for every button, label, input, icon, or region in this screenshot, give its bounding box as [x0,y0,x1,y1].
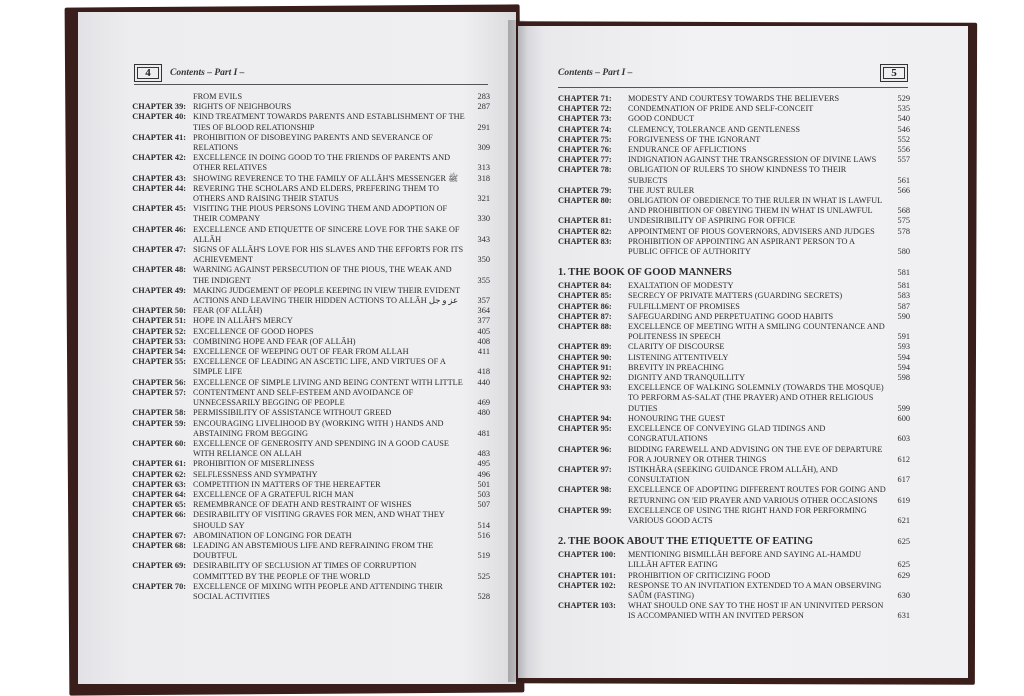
toc-entry [124,316,490,326]
chapter-title: EXCELLENCE OF WEEPING OUT OF FEAR FROM ALLAH [193,347,409,357]
chapter-label: CHAPTER 51: [132,316,186,326]
toc-entry [124,337,490,347]
chapter-label: CHAPTER 46: [132,224,186,234]
chapter-page-number: 343 [477,234,490,244]
chapter-title: EXCELLENCE OF SIMPLE LIVING AND BEING CONTENT WITH LITTLE [193,377,463,387]
section-title: 2. THE BOOK ABOUT THE ETIQUETTE OF EATING [558,536,813,548]
chapter-page-number: 283 [477,92,490,101]
toc-entry [124,419,490,439]
chapter-title: REMEMBRANCE OF DEATH AND RESTRAINT OF WISHES [193,500,412,510]
chapter-page-number: 603 [897,434,910,444]
chapter-label: CHAPTER 68: [132,540,186,550]
chapter-title: RIGHTS OF NEIGHBOURS [193,102,292,112]
chapter-page-number: 411 [477,347,490,357]
toc-entry [124,490,490,500]
toc-entry [558,601,910,621]
toc-entry [124,133,490,153]
chapter-page-number: 594 [897,352,910,362]
chapter-title: PROHIBITION OF CRITICIZING FOOD [628,570,771,580]
left-toc [124,92,490,602]
chapter-page-number: 617 [897,475,910,485]
chapter-page-number: 591 [897,332,910,342]
chapter-label: CHAPTER 84: [558,281,612,291]
chapter-page-number: 405 [477,326,490,336]
left-page-number: 4 [134,64,162,82]
chapter-title: SIGNS OF ALLĀH'S LOVE FOR HIS SLAVES AND THE EFFORTS FOR ITS ACHIEVEMENT [193,245,464,265]
chapter-page-number: 350 [477,255,490,265]
toc-entry [124,327,490,337]
chapter-label: CHAPTER 59: [132,418,186,428]
chapter-title: EXCELLENCE OF GOOD HOPES [193,326,314,336]
chapter-label: CHAPTER 54: [132,347,186,357]
chapter-label: CHAPTER 79: [558,185,612,195]
toc-entry [558,165,910,185]
chapter-page-number: 525 [477,571,490,581]
chapter-page-number: 507 [477,500,490,510]
chapter-title: EXALTATION OF MODESTY [628,281,734,291]
toc-entry [124,153,490,173]
chapter-label: CHAPTER 85: [558,291,612,301]
chapter-page-number: 599 [897,403,910,413]
chapter-title: WARNING AGAINST PERSECUTION OF THE PIOUS, THE WEAK AND THE INDIGENT [193,265,452,285]
chapter-label: CHAPTER 73: [558,114,612,124]
chapter-page-number: 408 [477,336,490,346]
chapter-page-number: 556 [897,145,910,155]
chapter-title: COMPETITION IN MATTERS OF THE HEREAFTER [193,479,381,489]
right-toc [558,94,910,622]
chapter-page-number: 480 [477,408,490,418]
chapter-label: CHAPTER 48: [132,265,186,275]
chapter-label: CHAPTER 95: [558,424,612,434]
chapter-title: EXCELLENCE OF MEETING WITH A SMILING COUNTENANCE AND POLITENESS IN SPEECH [628,322,885,342]
chapter-page-number: 313 [477,163,490,173]
left-header-title: Contents – Part I – [170,68,245,78]
chapter-page-number: 578 [897,226,910,236]
chapter-title: SELFLESSNESS AND SYMPATHY [193,469,318,479]
chapter-label: CHAPTER 50: [132,306,186,316]
chapter-page-number: 575 [897,216,910,226]
chapter-label: CHAPTER 52: [132,326,186,336]
toc-entry [558,353,910,363]
chapter-title: PERMISSIBILITY OF ASSISTANCE WITHOUT GREED [193,408,392,418]
toc-entry [558,302,910,312]
chapter-title: HOPE IN ALLĀH'S MERCY [193,316,293,326]
toc-entry [558,506,910,526]
chapter-title: DESIRABILITY OF VISITING GRAVES FOR MEN, AND WHAT THEY SHOULD SAY [193,510,445,530]
chapter-title: EXCELLENCE OF A GRATEFUL RICH MAN [193,489,354,499]
chapter-label: CHAPTER 86: [558,301,612,311]
chapter-page-number: 364 [477,306,490,316]
section-page-number: 581 [897,268,910,278]
toc-entry [124,112,490,132]
toc-entry [558,445,910,465]
chapter-label: CHAPTER 89: [558,342,612,352]
toc-entry [558,104,910,114]
chapter-page-number: 483 [477,449,490,459]
toc-section-heading [558,266,910,279]
chapter-title: MENTIONING BISMILLĀH BEFORE AND SAYING AL-HAMDU LILLĀH AFTER EATING [628,550,862,570]
chapter-title: EXCELLENCE OF USING THE RIGHT HAND FOR PERFORMING VARIOUS GOOD ACTS [628,505,867,525]
toc-section-heading [558,535,910,548]
chapter-page-number: 529 [897,94,910,103]
chapter-label: CHAPTER 55: [132,357,186,367]
right-header-title: Contents – Part I – [558,68,633,78]
chapter-page-number: 600 [897,413,910,423]
chapter-label: CHAPTER 100: [558,550,616,560]
toc-entry [124,204,490,224]
chapter-label: CHAPTER 88: [558,322,612,332]
toc-entry [124,541,490,561]
chapter-page-number: 355 [477,275,490,285]
chapter-page-number: 594 [897,362,910,372]
chapter-title: EXCELLENCE OF MIXING WITH PEOPLE AND ATTENDING THEIR SOCIAL ACTIVITIES [193,581,443,601]
toc-entry [558,414,910,424]
chapter-page-number: 535 [897,104,910,114]
chapter-label: CHAPTER 56: [132,377,186,387]
chapter-page-number: 330 [477,214,490,224]
chapter-title: LISTENING ATTENTIVELY [628,352,729,362]
toc-entry [558,114,910,124]
chapter-title: COMBINING HOPE AND FEAR (OF ALLĀH) [193,336,356,346]
chapter-title: GOOD CONDUCT [628,114,695,124]
chapter-title: ABOMINATION OF LONGING FOR DEATH [193,530,352,540]
chapter-label: CHAPTER 71: [558,94,612,103]
chapter-title: BREVITY IN PREACHING [628,362,725,372]
chapter-title: FEAR (OF ALLĀH) [193,306,263,316]
chapter-title: ENCOURAGING LIVELIHOOD BY (WORKING WITH ) HANDS AND ABSTAINING FROM BEGGING [193,418,444,438]
chapter-label: CHAPTER 83: [558,236,612,246]
chapter-label: CHAPTER 78: [558,165,612,175]
chapter-title: APPOINTMENT OF PIOUS GOVERNORS, ADVISERS AND JUDGES [628,226,875,236]
chapter-label: CHAPTER 76: [558,145,612,155]
chapter-label: CHAPTER 44: [132,183,186,193]
chapter-title: ISTIKHĀRA (SEEKING GUIDANCE FROM ALLĀH), AND CONSULTATION [628,464,838,485]
toc-entry [558,291,910,301]
chapter-page-number: 590 [897,311,910,321]
chapter-title: PROHIBITION OF MISERLINESS [193,459,315,469]
toc-entry [558,94,910,104]
chapter-title: FORGIVENESS OF THE IGNORANT [628,134,761,144]
left-header-rule [134,84,488,85]
toc-entry [558,571,910,581]
chapter-page-number: 318 [477,173,490,183]
chapter-title: KIND TREATMENT TOWARDS PARENTS AND ESTABLISHMENT OF THE TIES OF BLOOD RELATIONSHIP [193,112,465,132]
chapter-title: THE JUST RULER [628,185,695,195]
toc-entry [558,155,910,165]
chapter-label: CHAPTER 92: [558,373,612,383]
chapter-page-number: 481 [477,428,490,438]
chapter-label: CHAPTER 98: [558,485,612,495]
toc-entry [124,378,490,388]
chapter-page-number: 583 [897,291,910,301]
chapter-title: BIDDING FAREWELL AND ADVISING ON THE EVE OF DEPARTURE FOR A JOURNEY OR OTHER THINGS [628,444,883,464]
toc-entry [558,363,910,373]
chapter-label: CHAPTER 63: [132,479,186,489]
toc-entry [558,424,910,444]
chapter-page-number: 621 [897,515,910,525]
toc-entry [124,470,490,480]
chapter-page-number: 357 [477,296,490,306]
toc-entry [558,383,910,414]
chapter-label: CHAPTER 45: [132,204,186,214]
chapter-title: VISITING THE PIOUS PERSONS LOVING THEM AND ADOPTION OF THEIR COMPANY [193,204,448,224]
chapter-title: CLARITY OF DISCOURSE [628,342,725,352]
toc-entry [558,196,910,216]
toc-entry [124,531,490,541]
chapter-title: LEADING AN ABSTEMIOUS LIFE AND REFRAINING FROM THE DOUBTFUL [193,540,434,561]
chapter-label: CHAPTER 69: [132,561,186,571]
chapter-label: CHAPTER 91: [558,362,612,372]
left-page [78,12,516,684]
chapter-title: RESPONSE TO AN INVITATION EXTENDED TO A MAN OBSERVING SAÛM (FASTING) [628,580,882,600]
chapter-title: DESIRABILITY OF SECLUSION AT TIMES OF CORRUPTION COMMITTED BY THE PEOPLE OF THE WORLD [193,561,417,581]
chapter-page-number: 598 [897,373,910,383]
chapter-page-number: 528 [477,591,490,601]
chapter-label: CHAPTER 64: [132,489,186,499]
chapter-label: CHAPTER 96: [558,444,612,454]
toc-entry [124,265,490,285]
toc-entry [124,174,490,184]
toc-entry [124,92,490,102]
toc-entry [124,225,490,245]
chapter-title: PROHIBITION OF APPOINTING AN ASPIRANT PERSON TO A PUBLIC OFFICE OF AUTHORITY [628,236,855,257]
chapter-title: INDIGNATION AGAINST THE TRANSGRESSION OF DIVINE LAWS [628,155,877,165]
chapter-page-number: 291 [477,122,490,132]
chapter-label: CHAPTER 81: [558,216,612,226]
chapter-label: CHAPTER 60: [132,438,186,448]
chapter-title: FULFILLMENT OF PROMISES [628,301,740,311]
chapter-page-number: 587 [897,301,910,311]
toc-entry [558,322,910,342]
chapter-page-number: 561 [897,175,910,185]
chapter-page-number: 495 [477,459,490,469]
chapter-title: OBLIGATION OF RULERS TO SHOW KINDNESS TO THEIR SUBJECTS [628,165,847,185]
toc-entry [124,347,490,357]
chapter-label: CHAPTER 42: [132,153,186,163]
toc-entry [558,581,910,601]
section-page-number: 625 [897,537,910,547]
chapter-label: CHAPTER 97: [558,464,612,474]
toc-entry [124,306,490,316]
chapter-page-number: 568 [897,206,910,216]
toc-entry [124,500,490,510]
chapter-page-number: 629 [897,570,910,580]
chapter-page-number: 321 [477,194,490,204]
chapter-label: CHAPTER 67: [132,530,186,540]
chapter-page-number: 631 [897,611,910,621]
chapter-title: EXCELLENCE OF CONVEYING GLAD TIDINGS AND CONGRATULATIONS [628,424,826,444]
toc-entry [558,312,910,322]
chapter-page-number: 557 [897,155,910,165]
chapter-label: CHAPTER 94: [558,413,612,423]
spine-shadow [508,20,528,682]
chapter-page-number: 496 [477,469,490,479]
chapter-label: CHAPTER 72: [558,104,612,114]
chapter-label: CHAPTER 90: [558,352,612,362]
toc-entry [124,439,490,459]
toc-entry [558,237,910,257]
chapter-title: EXCELLENCE OF WALKING SOLEMNLY (TOWARDS THE MOSQUE) TO PERFORM AS-SALAT (THE PRAYER) AND OTHER RELIGIOUS DUTIES [628,383,884,413]
chapter-label: CHAPTER 103: [558,601,616,611]
chapter-title: CONDEMNATION OF PRIDE AND SELF-CONCEIT [628,104,814,114]
chapter-page-number: 566 [897,185,910,195]
chapter-page-number: 580 [897,247,910,257]
chapter-page-number: 593 [897,342,910,352]
chapter-page-number: 514 [477,520,490,530]
toc-entry [124,184,490,204]
chapter-page-number: 612 [897,454,910,464]
chapter-label: CHAPTER 87: [558,311,612,321]
chapter-title: EXCELLENCE IN DOING GOOD TO THE FRIENDS OF PARENTS AND OTHER RELATIVES [193,153,451,173]
chapter-title: HONOURING THE GUEST [628,413,726,423]
chapter-label: CHAPTER 43: [132,173,186,183]
chapter-title: EXCELLENCE OF ADOPTING DIFFERENT ROUTES FOR GOING AND RETURNING ON 'EID PRAYER AND VARIOUS OTHER OCCASIONS [628,485,886,505]
chapter-page-number: 377 [477,316,490,326]
chapter-label: CHAPTER 53: [132,336,186,346]
chapter-title: MAKING JUDGEMENT OF PEOPLE KEEPING IN VIEW THEIR EVIDENT ACTIONS AND LEAVING THEIR HIDDEN ACTIONS TO ALLĀH عز و جل [193,285,461,306]
chapter-page-number: 309 [477,143,490,153]
chapter-page-number: 625 [897,560,910,570]
chapter-label: CHAPTER 80: [558,196,612,206]
toc-entry [124,582,490,602]
chapter-page-number: 552 [897,134,910,144]
toc-entry [124,480,490,490]
chapter-title: OBLIGATION OF OBEDIENCE TO THE RULER IN WHAT IS LAWFUL AND PROHIBITION OF OBEYING THEM IN WHAT IS UNLAWFUL [628,196,882,216]
chapter-label: CHAPTER 47: [132,245,186,255]
chapter-page-number: 287 [477,102,490,112]
chapter-label: CHAPTER 49: [132,285,186,295]
toc-entry [558,485,910,505]
toc-entry [558,186,910,196]
chapter-label: CHAPTER 101: [558,570,616,580]
chapter-title: EXCELLENCE AND ETIQUETTE OF SINCERE LOVE FOR THE SAKE OF ALLĀH [193,224,460,244]
chapter-title: FROM EVILS [193,92,243,101]
chapter-page-number: 540 [897,114,910,124]
chapter-page-number: 619 [897,495,910,505]
chapter-page-number: 516 [477,530,490,540]
chapter-label: CHAPTER 93: [558,383,612,393]
chapter-label: CHAPTER 62: [132,469,186,479]
right-page-header [558,64,908,82]
toc-entry [124,286,490,306]
toc-entry [124,459,490,469]
toc-entry [558,465,910,485]
chapter-label: CHAPTER 41: [132,132,186,142]
chapter-label: CHAPTER 66: [132,510,186,520]
toc-entry [558,216,910,226]
chapter-page-number: 581 [897,281,910,291]
chapter-title: SAFEGUARDING AND PERPETUATING GOOD HABITS [628,311,834,321]
chapter-page-number: 519 [477,551,490,561]
chapter-title: EXCELLENCE OF LEADING AN ASCETIC LIFE, AND VIRTUES OF A SIMPLE LIFE [193,357,446,377]
toc-entry [558,145,910,155]
chapter-label: CHAPTER 58: [132,408,186,418]
toc-entry [124,102,490,112]
chapter-title: SECRECY OF PRIVATE MATTERS (GUARDING SECRETS) [628,291,843,301]
chapter-title: CONTENTMENT AND SELF-ESTEEM AND AVOIDANCE OF UNNECESSARILY BEGGING OF PEOPLE [193,387,414,408]
right-page [518,26,968,678]
chapter-label: CHAPTER 40: [132,112,186,122]
chapter-page-number: 501 [477,479,490,489]
chapter-title: REVERING THE SCHOLARS AND ELDERS, PREFERING THEM TO OTHERS AND RAISING THEIR STATUS [193,183,440,204]
chapter-title: MODESTY AND COURTESY TOWARDS THE BELIEVERS [628,94,840,103]
right-header-rule [558,87,908,88]
toc-entry [558,227,910,237]
toc-entry [124,357,490,377]
toc-entry [124,245,490,265]
chapter-page-number: 469 [477,398,490,408]
chapter-label: CHAPTER 77: [558,155,612,165]
chapter-label: CHAPTER 102: [558,580,616,590]
chapter-title: CLEMENCY, TOLERANCE AND GENTLENESS [628,124,800,134]
chapter-page-number: 546 [897,124,910,134]
toc-entry [558,135,910,145]
toc-entry [558,281,910,291]
chapter-title: EXCELLENCE OF GENEROSITY AND SPENDING IN A GOOD CAUSE WITH RELIANCE ON ALLAH [193,438,449,459]
toc-entry [558,373,910,383]
chapter-title: SHOWING REVERENCE TO THE FAMILY OF ALLĀH'S MESSENGER ﷺ [193,173,459,183]
chapter-label: CHAPTER 82: [558,226,612,236]
toc-entry [124,388,490,408]
chapter-label: CHAPTER 61: [132,459,186,469]
chapter-label: CHAPTER 57: [132,387,186,397]
chapter-label: CHAPTER 75: [558,134,612,144]
toc-entry [558,550,910,570]
right-page-number: 5 [880,64,908,82]
chapter-title: WHAT SHOULD ONE SAY TO THE HOST IF AN UNINVITED PERSON IS ACCOMPANIED WITH AN INVITED PERSON [628,601,884,621]
toc-entry [124,408,490,418]
chapter-title: UNDESIRIBILITY OF ASPIRING FOR OFFICE [628,216,796,226]
section-title: 1. THE BOOK OF GOOD MANNERS [558,267,732,279]
chapter-label: CHAPTER 99: [558,505,612,515]
chapter-page-number: 440 [477,377,490,387]
chapter-page-number: 418 [477,367,490,377]
left-page-header [134,64,244,82]
chapter-label: CHAPTER 39: [132,102,186,112]
toc-entry [558,342,910,352]
toc-entry [558,125,910,135]
toc-entry [124,510,490,530]
chapter-title: PROHIBITION OF DISOBEYING PARENTS AND SEVERANCE OF RELATIONS [193,132,433,153]
chapter-label: CHAPTER 70: [132,581,186,591]
toc-entry [124,561,490,581]
chapter-title: DIGNITY AND TRANQUILLITY [628,373,746,383]
chapter-page-number: 630 [897,590,910,600]
chapter-label: CHAPTER 65: [132,500,186,510]
chapter-label: CHAPTER 74: [558,124,612,134]
chapter-page-number: 503 [477,489,490,499]
chapter-title: ENDURANCE OF AFFLICTIONS [628,145,747,155]
